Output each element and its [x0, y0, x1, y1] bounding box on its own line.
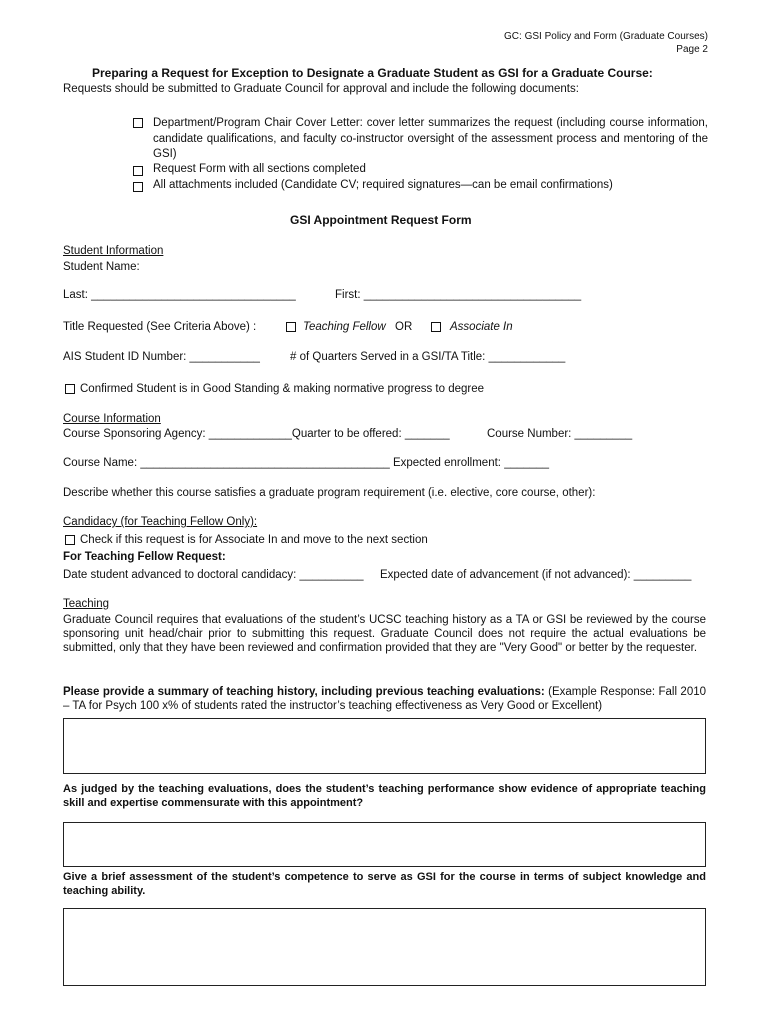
competence-assessment-box[interactable]: [63, 908, 706, 986]
course-name-enrollment-field[interactable]: Course Name: _______________________________________ Expected enrollment: _______: [63, 457, 549, 469]
teaching-summary-prompt: [63, 685, 706, 713]
student-name-label: Student Name:: [63, 261, 140, 273]
teaching-performance-box[interactable]: [63, 822, 706, 867]
candidacy-date-field[interactable]: Date student advanced to doctoral candidacy: __________: [63, 569, 364, 581]
candidacy-heading: Candidacy (for Teaching Fellow Only):: [63, 516, 258, 528]
last-name-field[interactable]: Last: ________________________________: [63, 289, 296, 301]
quarters-served-field[interactable]: # of Quarters Served in a GSI/TA Title: ____________: [290, 351, 566, 363]
header-line-2: Page 2: [676, 44, 708, 55]
form-title: GSI Appointment Request Form: [290, 213, 472, 227]
teaching-performance-question: As judged by the teaching evaluations, does the student’s teaching performance show evidence of appropriate teaching skill and expertise commensurate with this appointment?: [63, 783, 706, 809]
checkbox-teaching-fellow[interactable]: [286, 322, 296, 332]
or-label: OR: [395, 321, 413, 333]
course-agency-quarter-field[interactable]: Course Sponsoring Agency: _____________Quarter to be offered: _______: [63, 428, 450, 440]
associate-in-request-label: Check if this request is for Associate In and move to the next section: [80, 534, 428, 546]
intro-title: Preparing a Request for Exception to Designate a Graduate Student as GSI for a Graduate Course:: [92, 66, 653, 80]
header-line-1: GC: GSI Policy and Form (Graduate Courses): [504, 31, 708, 42]
checklist-item-request-form: Request Form with all sections completed: [153, 163, 366, 175]
teaching-summary-example: (Example Response: Fall 2010 – TA for Psych 100 x% of students rated the instructor’s teaching effectiveness as Very Good or Excellent): [63, 686, 707, 712]
course-info-heading: Course Information: [63, 413, 161, 425]
associate-in-label: Associate In: [450, 321, 513, 333]
teaching-heading: Teaching: [63, 598, 110, 610]
teaching-paragraph: Graduate Council requires that evaluations of the student’s UCSC teaching history as a TA or GSI be reviewed by the course sponsoring unit head/chair prior to submitting this request. Graduate Council does not require the actual evaluations be submitted, only that they have been reviewed and confirmation provided that they are "Very Good" or better by the requester.: [63, 614, 706, 654]
good-standing-label: Confirmed Student is in Good Standing & making normative progress to degree: [80, 383, 484, 395]
teaching-summary-bold: Please provide a summary of teaching history, including previous teaching evaluations:: [63, 686, 545, 698]
student-info-heading: Student Information: [63, 245, 164, 257]
expected-advancement-field[interactable]: Expected date of advancement (if not advanced): _________: [380, 569, 692, 581]
checklist-item-attachments: All attachments included (Candidate CV; required signatures—can be email confirmations): [153, 179, 613, 191]
competence-assessment-question: Give a brief assessment of the student’s competence to serve as GSI for the course in terms of subject knowledge and teaching ability.: [63, 871, 706, 897]
course-requirement-question: Describe whether this course satisfies a graduate program requirement (i.e. elective, core course, other):: [63, 487, 596, 499]
checklist-item-cover-letter: Department/Program Chair Cover Letter: cover letter summarizes the request (including course information, candidate qualifications, and faculty co-instructor oversight of the assessment process and mentoring of the GSI): [153, 117, 708, 160]
checkbox-request-form[interactable]: [133, 166, 143, 176]
page-header: [504, 30, 708, 56]
checkbox-attachments[interactable]: [133, 182, 143, 192]
course-number-field[interactable]: Course Number: _________: [487, 428, 633, 440]
checkbox-associate-in-request[interactable]: [65, 535, 75, 545]
intro-subtitle: Requests should be submitted to Graduate Council for approval and include the following documents:: [63, 83, 579, 95]
checkbox-associate-in[interactable]: [431, 322, 441, 332]
checkbox-good-standing[interactable]: [65, 384, 75, 394]
teaching-fellow-label: Teaching Fellow: [303, 321, 386, 333]
checkbox-cover-letter[interactable]: [133, 118, 143, 128]
ais-student-id-field[interactable]: AIS Student ID Number: ___________: [63, 351, 260, 363]
title-requested-label: Title Requested (See Criteria Above) :: [63, 321, 257, 333]
teaching-summary-box[interactable]: [63, 718, 706, 774]
teaching-fellow-request-heading: For Teaching Fellow Request:: [63, 551, 226, 563]
first-name-field[interactable]: First: __________________________________: [335, 289, 582, 301]
